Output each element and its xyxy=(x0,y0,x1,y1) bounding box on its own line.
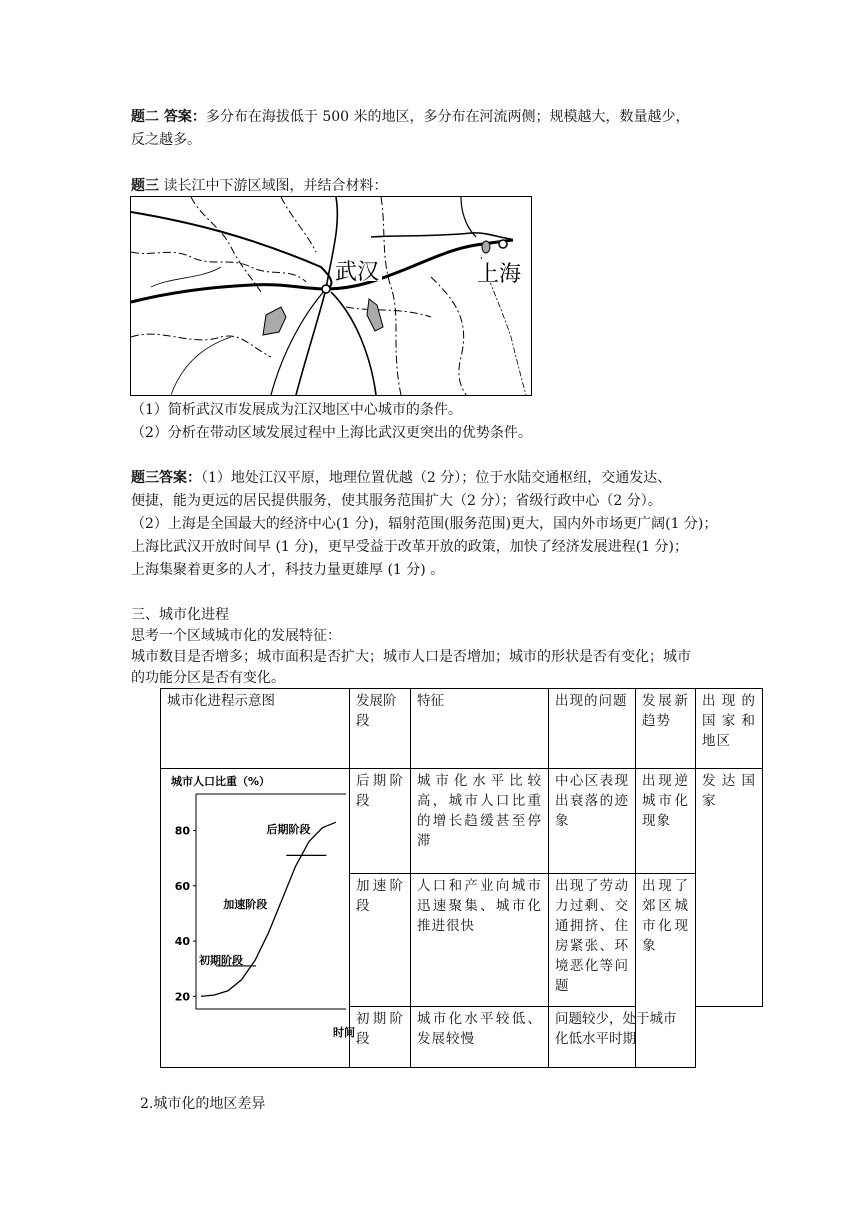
chart-xlabel: 时间 xyxy=(333,1026,355,1039)
stage-accel: 加速阶段 xyxy=(350,874,411,1007)
section-line-3: 的功能分区是否有变化。 xyxy=(131,670,285,686)
feature-accel: 人口和产业向城市迅速聚集、城市化推进很快 xyxy=(411,874,549,1007)
footer-heading: 2.城市化的地区差异 xyxy=(140,1096,266,1112)
q2-answer-cont: 反之越多。 xyxy=(131,132,201,148)
a3-line-2: 便捷，能为更远的居民提供服务，使其服务范围扩大（2 分）；省级行政中心（2 分）。 xyxy=(131,493,662,509)
feature-late: 城市化水平比较高，城市人口比重的增长趋缓甚至停滞 xyxy=(411,769,549,874)
table-header-row xyxy=(161,689,763,769)
chart-ytick-label: 60 xyxy=(174,879,190,893)
map-city-wuhan: 武汉 xyxy=(335,260,380,285)
problem-accel: 出现了劳动力过剩、交通拥挤、住房紧张、环境恶化等问题 xyxy=(549,874,636,1007)
chart-ylabel: 城市人口比重（%） xyxy=(171,775,271,788)
chart-ytick-label: 20 xyxy=(174,990,190,1004)
chart-ytick-label: 40 xyxy=(174,935,190,949)
problem-late: 中心区表现出衰落的迹象 xyxy=(549,769,636,874)
map-city-shanghai: 上海 xyxy=(477,262,522,287)
section-line-2: 城市数目是否增多；城市面积是否扩大；城市人口是否增加；城市的形状是否有变化；城市 xyxy=(131,649,691,665)
chart-ytick-label: 80 xyxy=(174,824,190,838)
header-chart: 城市化进程示意图 xyxy=(161,689,350,769)
chart-annotation: 初期阶段 xyxy=(199,953,243,967)
q3-prompt: 题三 读长江中下游区域图，并结合材料： xyxy=(131,178,388,194)
table-row xyxy=(161,769,763,874)
trend-late: 出现逆城市化现象 xyxy=(636,769,696,874)
chart-annotation: 后期阶段 xyxy=(266,823,311,837)
question-1: （1）简析武汉市发展成为江汉地区中心城市的条件。 xyxy=(131,402,462,418)
header-region: 出现的国家和地区 xyxy=(696,689,763,769)
a3-line-1: 题三答案：（1）地处江汉平原，地理位置优越（2 分）；位于水陆交通枢纽，交通发达、 xyxy=(131,470,672,486)
header-problem: 出现的问题 xyxy=(549,689,636,769)
stage-initial: 初期阶段 xyxy=(350,1007,411,1068)
q2-answer: 题二 答案：多分布在海拔低于 500 米的地区，多分布在河流两侧；规模越大，数量越少， xyxy=(131,109,690,125)
region-late: 发达国家 xyxy=(696,769,763,1007)
a3-line-3: （2）上海是全国最大的经济中心(1 分)，辐射范围(服务范围)更大，国内外市场更广阔(1 分)； xyxy=(131,516,718,532)
a3-line-4: 上海比武汉开放时间早 (1 分)，更早受益于改革开放的政策，加快了经济发展进程(1 分)； xyxy=(131,539,689,555)
section-line-1: 思考一个区域城市化的发展特征： xyxy=(131,628,341,644)
urbanization-chart-cell xyxy=(161,769,355,1068)
chart-annotation: 加速阶段 xyxy=(223,897,268,911)
header-stage: 发展阶段 xyxy=(350,689,411,769)
problem-initial: 问题较少，处于城市化低水平时期 xyxy=(549,1007,696,1068)
stage-late: 后期阶段 xyxy=(350,769,411,874)
chart-series-line xyxy=(201,822,336,996)
yangtze-map xyxy=(130,196,532,396)
trend-accel: 出现了郊区城市化现象 xyxy=(636,874,696,1068)
urbanization-table xyxy=(160,688,763,1068)
section-title: 三、城市化进程 xyxy=(131,607,229,623)
header-trend: 发展新趋势 xyxy=(636,689,696,769)
a3-line-5: 上海集聚着更多的人才，科技力量更雄厚 (1 分) 。 xyxy=(131,562,445,578)
question-2: （2）分析在带动区域发展过程中上海比武汉更突出的优势条件。 xyxy=(131,425,532,441)
feature-initial: 城市化水平较低、发展较慢 xyxy=(411,1007,549,1068)
urbanization-chart xyxy=(161,769,355,1067)
header-feature: 特征 xyxy=(411,689,549,769)
